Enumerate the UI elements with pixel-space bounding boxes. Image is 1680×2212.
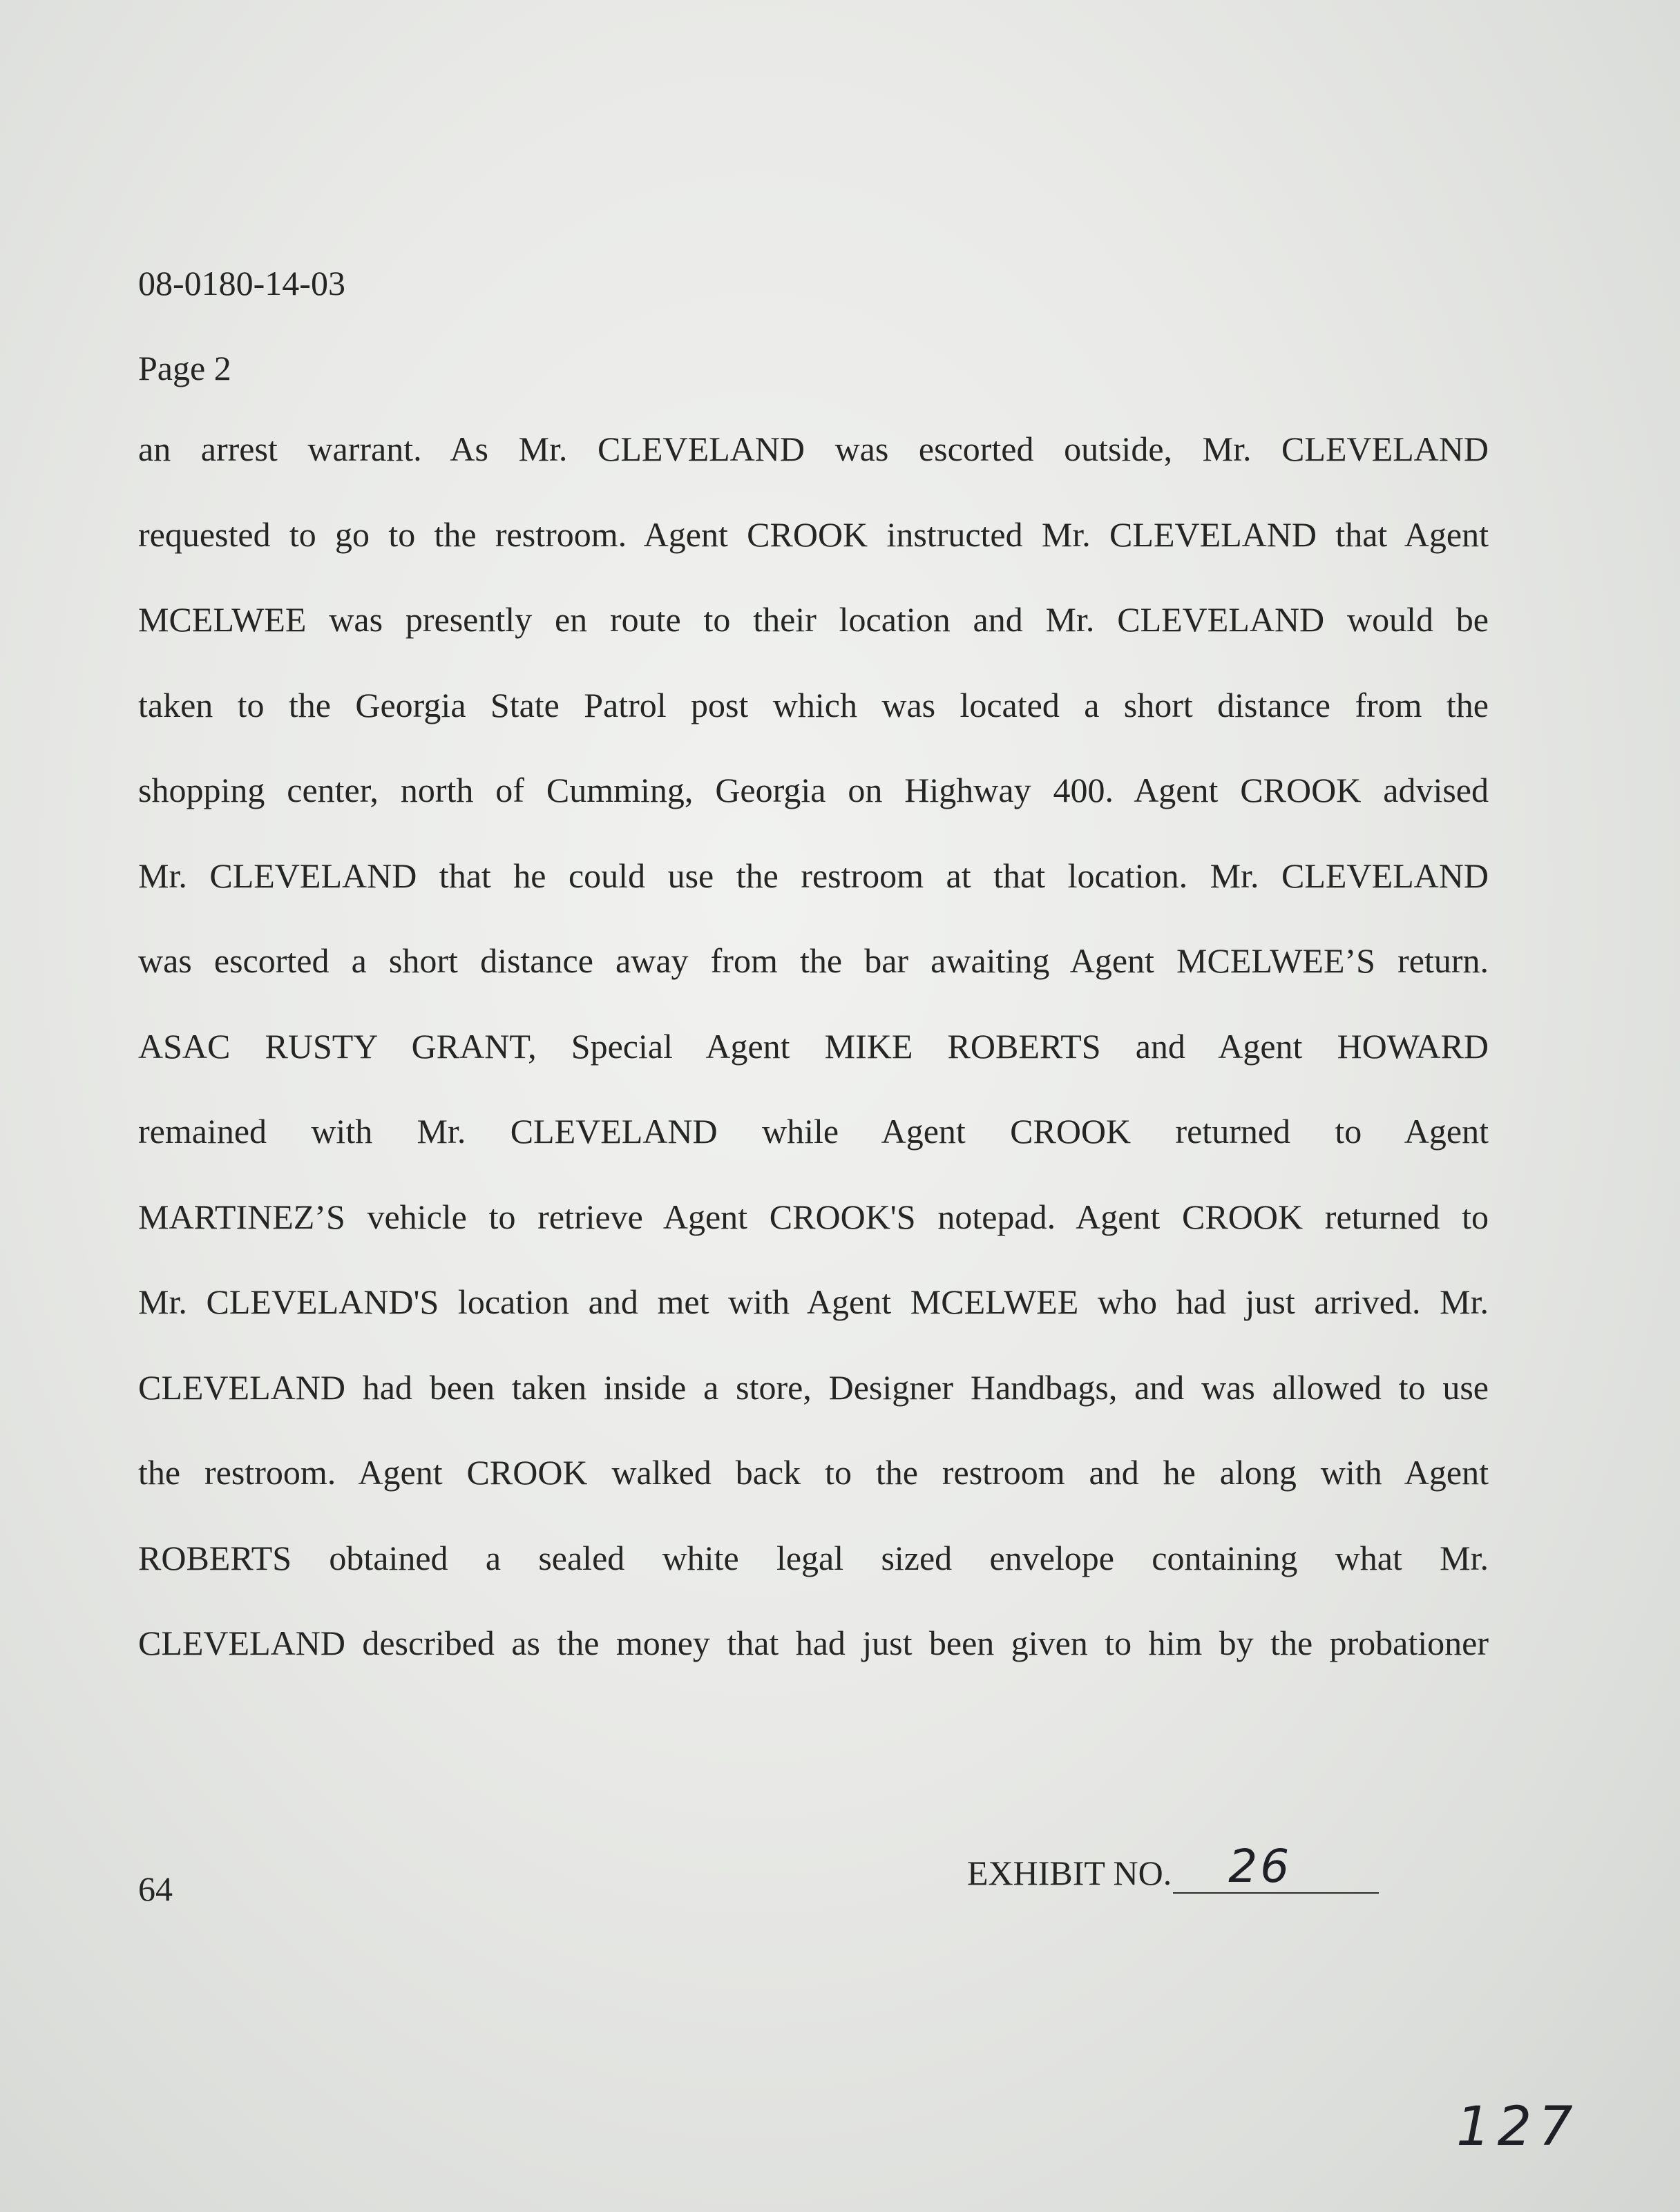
body-line: an arrest warrant. As Mr. CLEVELAND was escorted outside, Mr. CLEVELAND xyxy=(138,430,1489,468)
handwritten-corner-number: 127 xyxy=(1456,2096,1580,2158)
body-line: the restroom. Agent CROOK walked back to the restroom and he along with Agent xyxy=(138,1453,1489,1492)
exhibit-number: 26 xyxy=(1228,1840,1292,1893)
exhibit-blank-line xyxy=(1173,1840,1379,1894)
body-line: CLEVELAND described as the money that had just been given to him by the probationer xyxy=(138,1624,1489,1662)
exhibit-field xyxy=(967,1840,1379,1894)
footer-page-number: 64 xyxy=(138,1869,173,1908)
body-line: CLEVELAND had been taken inside a store, Designer Handbags, and was allowed to use xyxy=(138,1367,1489,1407)
body-line: remained with Mr. CLEVELAND while Agent CROOK returned to Agent xyxy=(138,1112,1489,1151)
body-line: requested to go to the restroom. Agent CROOK instructed Mr. CLEVELAND that Agent xyxy=(138,514,1489,554)
body-line: MCELWEE was presently en route to their location and Mr. CLEVELAND would be xyxy=(138,600,1489,639)
body-line: ASAC RUSTY GRANT, Special Agent MIKE ROBERTS and Agent HOWARD xyxy=(138,1026,1489,1066)
body-line: was escorted a short distance away from the bar awaiting Agent MCELWEE’S return. xyxy=(138,941,1489,980)
body-line: ROBERTS obtained a sealed white legal sized envelope containing what Mr. xyxy=(138,1538,1489,1577)
body-line: shopping center, north of Cumming, Georgia on Highway 400. Agent CROOK advised xyxy=(138,771,1489,809)
exhibit-label: EXHIBIT NO. xyxy=(967,1854,1172,1892)
body-line: MARTINEZ’S vehicle to retrieve Agent CROOK'S notepad. Agent CROOK returned to xyxy=(138,1197,1489,1236)
body-text xyxy=(138,414,1489,1694)
case-number: 08-0180-14-03 xyxy=(138,264,345,302)
page-label: Page 2 xyxy=(138,349,231,387)
body-line: Mr. CLEVELAND that he could use the restroom at that location. Mr. CLEVELAND xyxy=(138,856,1489,895)
body-line: taken to the Georgia State Patrol post which was located a short distance from the xyxy=(138,685,1489,724)
body-line: Mr. CLEVELAND'S location and met with Agent MCELWEE who had just arrived. Mr. xyxy=(138,1282,1489,1321)
